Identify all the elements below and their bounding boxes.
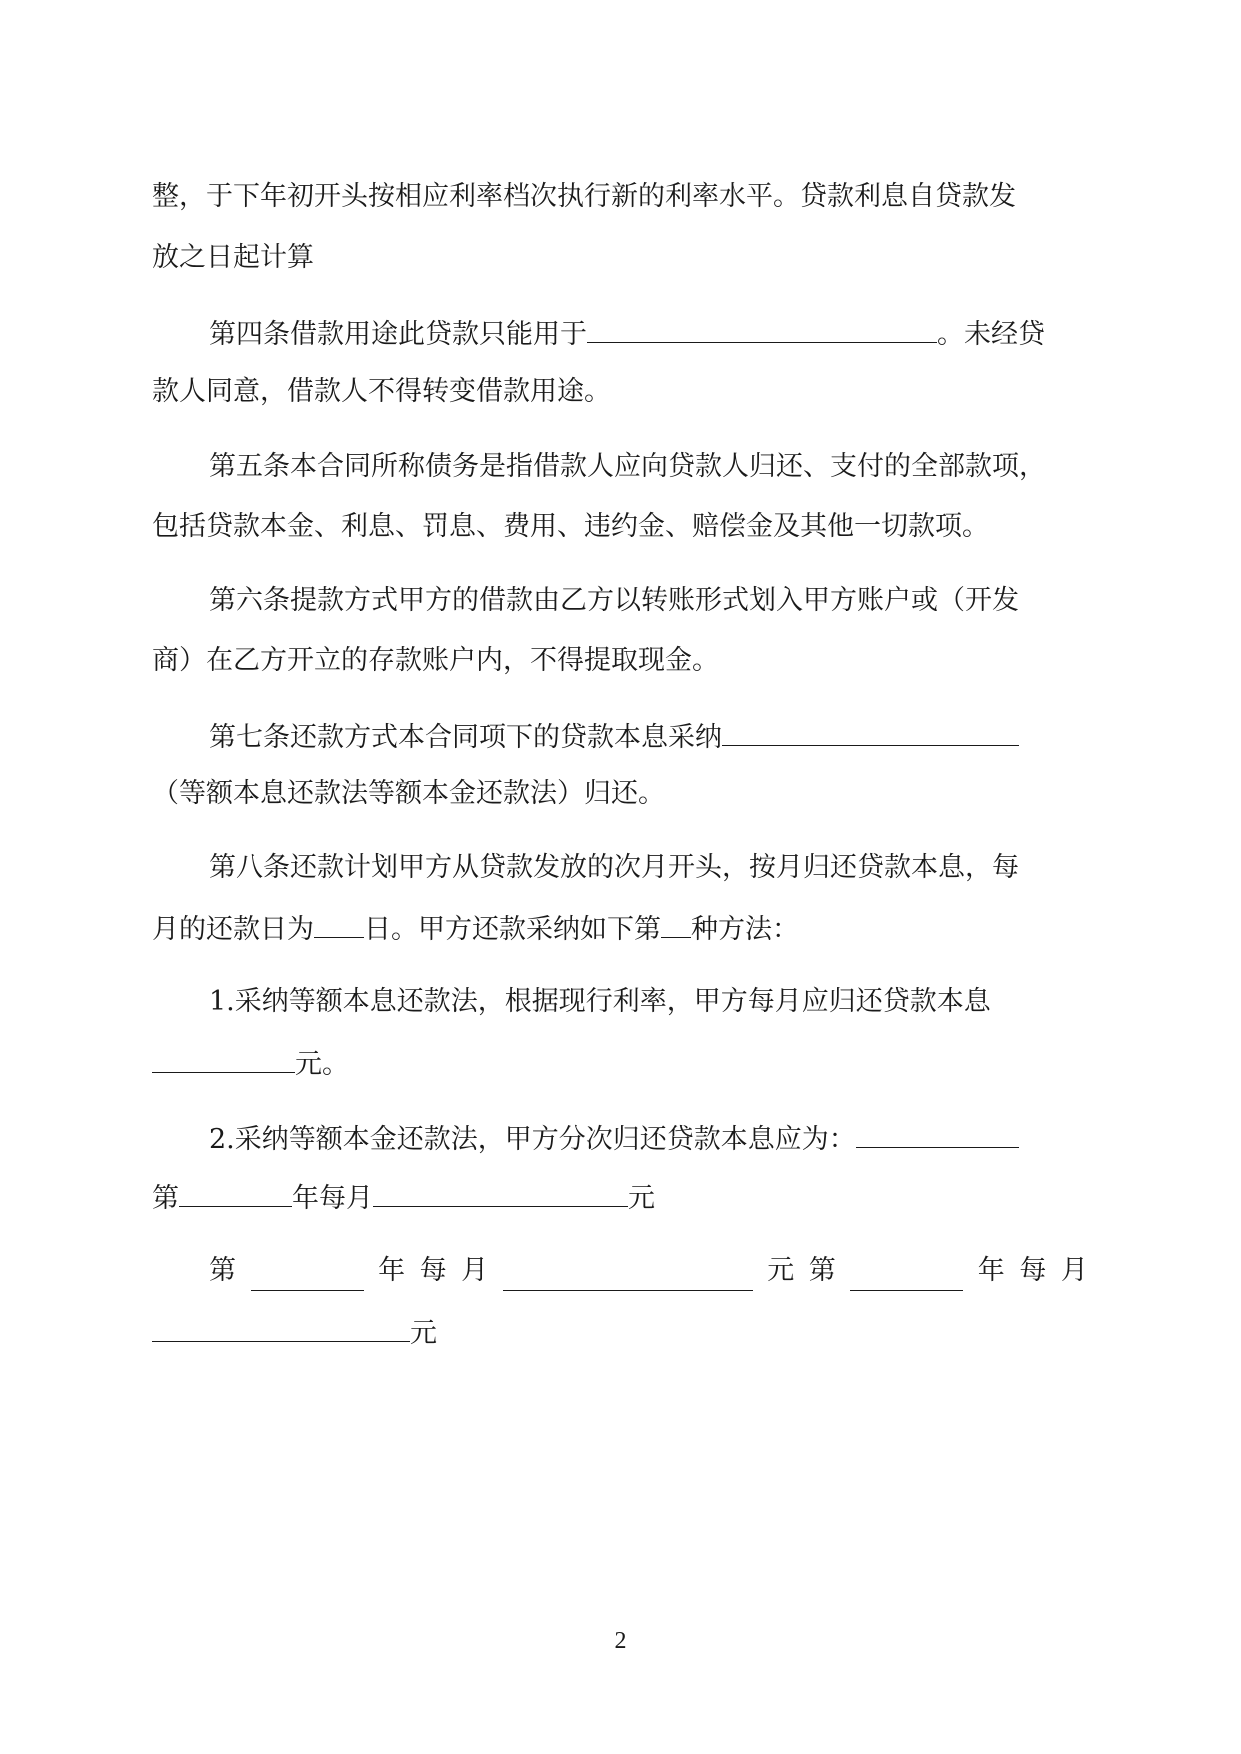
- article-7-text: 第七条还款方式本合同项下的贷款本息采纳: [209, 722, 722, 753]
- paragraph-line: [152, 372, 1088, 412]
- usage-blank[interactable]: [587, 312, 937, 343]
- paragraph-line: [152, 774, 1088, 814]
- amount-blank[interactable]: [152, 1311, 410, 1342]
- method-2-line: [209, 1117, 1088, 1157]
- amount-blank[interactable]: [373, 1176, 628, 1207]
- text-line: 第五条本合同所称债务是指借款人应向贷款人归还、支付的全部款项，: [209, 451, 1046, 482]
- article-8-line: [209, 848, 1088, 888]
- year-blank[interactable]: [850, 1260, 963, 1291]
- year-blank[interactable]: [251, 1260, 364, 1291]
- text-segment: 第: [152, 1183, 179, 1214]
- monthly-amount-blank[interactable]: [152, 1042, 295, 1073]
- method-2-text: 2.采纳等额本金还款法，甲方分次归还贷款本息应为：: [209, 1124, 856, 1155]
- text-line: （等额本息还款法等额本金还款法）归还。: [152, 778, 665, 809]
- text-line: 第六条提款方式甲方的借款由乙方以转账形式划入甲方账户或（开发: [209, 585, 1019, 616]
- paragraph-line: [152, 1042, 1088, 1082]
- text-line: 包括贷款本金、利息、罚息、费用、违约金、赔偿金及其他一切款项。: [152, 511, 989, 542]
- article-4-text: 第四条借款用途此贷款只能用于: [209, 319, 587, 350]
- text-segment: 年每月: [292, 1183, 373, 1214]
- text-line: 款人同意，借款人不得转变借款用途。: [152, 376, 611, 407]
- paragraph-line: [152, 907, 1088, 947]
- paragraph-line: [152, 1311, 1088, 1351]
- schedule-row-justified: [209, 1251, 1088, 1291]
- text-line: 第八条还款计划甲方从贷款发放的次月开头，按月归还贷款本息，每: [209, 852, 1019, 883]
- method-number-blank[interactable]: [661, 907, 691, 938]
- article-5-line: [209, 447, 1088, 487]
- text-segment: 年: [977, 1255, 1005, 1286]
- paragraph-line: [152, 641, 1088, 681]
- paragraph-line: [152, 177, 1088, 217]
- paragraph-line: [152, 238, 1088, 278]
- text-segment: 种方法：: [691, 914, 799, 945]
- paragraph-line: [152, 507, 1088, 547]
- article-6-line: [209, 581, 1088, 621]
- installment-blank[interactable]: [856, 1117, 1019, 1148]
- page-number: 2: [614, 1628, 627, 1654]
- text-segment: 月: [461, 1255, 489, 1286]
- article-4-line: [209, 312, 1088, 352]
- text-line: 1.采纳等额本息还款法，根据现行利率，甲方每月应归还贷款本息: [209, 986, 991, 1017]
- repayment-method-blank[interactable]: [722, 715, 1019, 746]
- text-segment: 月的还款日为: [152, 914, 314, 945]
- amount-blank[interactable]: [503, 1260, 753, 1291]
- year-blank[interactable]: [179, 1176, 292, 1207]
- text-segment: 元: [410, 1318, 437, 1349]
- text-segment: 元: [767, 1255, 795, 1286]
- text-segment: 元: [628, 1183, 655, 1214]
- text-segment: 每: [1019, 1255, 1047, 1286]
- text-segment: 第: [808, 1255, 836, 1286]
- text-line: 放之日起计算: [152, 242, 314, 273]
- text-line: 整，于下年初开头按相应利率档次执行新的利率水平。贷款利息自贷款发: [152, 181, 1016, 212]
- text-segment: 元。: [295, 1049, 349, 1080]
- schedule-row: [152, 1176, 1088, 1216]
- text-segment: 日。甲方还款采纳如下第: [364, 914, 661, 945]
- article-4-suffix: 。未经贷: [937, 319, 1045, 350]
- text-segment: 年: [378, 1255, 406, 1286]
- text-line: 商）在乙方开立的存款账户内，不得提取现金。: [152, 645, 719, 676]
- article-7-line: [209, 715, 1088, 755]
- text-segment: 每: [419, 1255, 447, 1286]
- text-segment: 第: [209, 1255, 236, 1286]
- method-1-line: [209, 982, 1088, 1022]
- repayment-day-blank[interactable]: [314, 907, 364, 938]
- text-segment: 月: [1060, 1255, 1088, 1286]
